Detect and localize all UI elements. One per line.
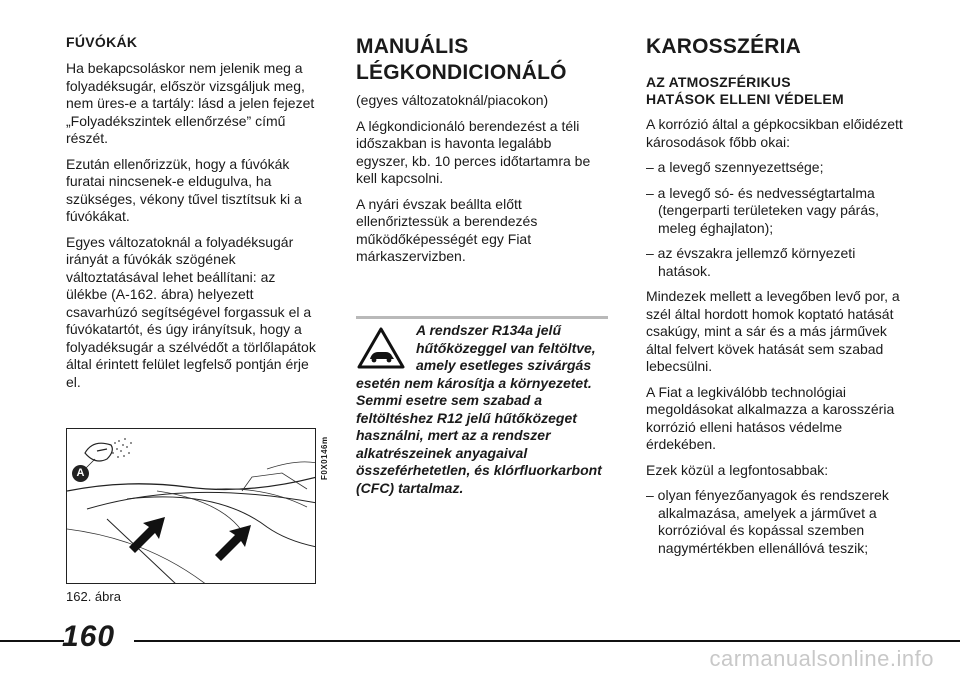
warning-note — [356, 322, 608, 497]
subheading-line: AZ ATMOSZFÉRIKUS — [646, 74, 791, 90]
paragraph: A Fiat a legkiválóbb technológiai megoldásokat alkalmazza a karosszéria korrózió elleni hatásos védelme érdekében. — [646, 383, 895, 452]
column-bodywork — [646, 34, 906, 565]
warning-text: A rendszer R134a jelű hűtőközeggel van feltöltve, amely esetleges szivárgás esetén nem károsítja a környezetet. Semmi esetre sem szabad a feltöltéshez R12 jelű hűtőközeget használni, mert az a rendszer alkatrészeinek anyagaival összeférhetetlen, és klórfluorkarbont (CFC) tartalmaz. — [356, 322, 602, 496]
section-heading-air-conditioning — [356, 34, 606, 86]
footer-rule-right — [134, 640, 960, 642]
paragraph: A korrózió által a gépkocsikban előidézett károsodások főbb okai: — [646, 116, 903, 150]
paragraph: Ha bekapcsoláskor nem jelenik meg a folyadéksugár, először vizsgáljuk meg, nem üres-e a tartály: lásd a jelen fejezet „Folyadékszintek ellenőrzése” című részét. — [66, 60, 315, 146]
column-air-conditioning — [356, 34, 606, 274]
paragraph: Ezek közül a legfontosabbak: — [646, 461, 829, 478]
figure-caption: 162. ábra — [66, 589, 121, 604]
figure-code: F0X0146m — [320, 436, 329, 480]
subheading-protection — [646, 74, 906, 108]
paragraph: A légkondicionáló berendezést a téli időszakban is havonta legalább egyszer, kb. 10 perces időtartamra be kell kapcsolni. — [356, 117, 591, 186]
list-item: – az évszakra jellemző környezeti hatások. — [646, 245, 856, 279]
paragraph: Ezután ellenőrizzük, hogy a fúvókák furatai nincsenek-e eldugulva, ha szükséges, vékony tűvel tisztítsuk ki a fúvókákat. — [66, 155, 302, 224]
subtitle: (egyes változatoknál/piacokon) — [356, 92, 549, 108]
paragraph: A nyári évszak beállta előtt ellenőriztessük a berendezés működőképességét egy Fiat márkaszervizben. — [356, 195, 538, 264]
list-item: – a levegő só- és nedvességtartalma (tengerparti területeken vagy párás, meleg éghajlaton); — [646, 184, 880, 236]
paragraph: Egyes változatoknál a folyadéksugár irányát a fúvókák szögének változtatásával lehet beállítani: az ülékbe (A-162. ábra) helyezett csavarhúzó segítségével forgassuk el a fúvókatartót, és úgy irányítsuk, hogy a folyadéksugár a szélvédőt a törlőlapátok által érintett felület legfelső pontján érje el. — [66, 233, 316, 390]
nozzle-adjustment-drawing — [67, 429, 316, 584]
callout-a-badge — [72, 465, 89, 482]
warning-rule — [356, 316, 608, 319]
paragraph: Mindezek mellett a levegőben levő por, a szél által hordott homok koptató hatását csakúgy, mint a sár és a más járművek által felvert kövek hatását sem szabad lebecsülni. — [646, 288, 900, 374]
column-nozzles — [66, 34, 318, 399]
heading-line: LÉGKONDICIONÁLÓ — [356, 61, 567, 84]
subheading-line: HATÁSOK ELLENI VÉDELEM — [646, 91, 844, 107]
section-heading-nozzles: FÚVÓKÁK — [66, 34, 138, 50]
section-heading-bodywork: KAROSSZÉRIA — [646, 35, 802, 58]
watermark: carmanualsonline.info — [709, 646, 934, 671]
heading-line: MANUÁLIS — [356, 35, 469, 58]
figure-162-illustration — [66, 428, 316, 584]
page-number: 160 — [62, 620, 116, 653]
footer-rule-left — [0, 640, 64, 642]
callout-a-label: A — [76, 467, 85, 479]
list-item: – a levegő szennyezettsége; — [646, 159, 824, 175]
list-item: – olyan fényezőanyagok és rendszerek alkalmazása, amelyek a járművet a korrózióval és kopással szemben nagymértékben ellenállóvá teszik; — [646, 487, 889, 556]
